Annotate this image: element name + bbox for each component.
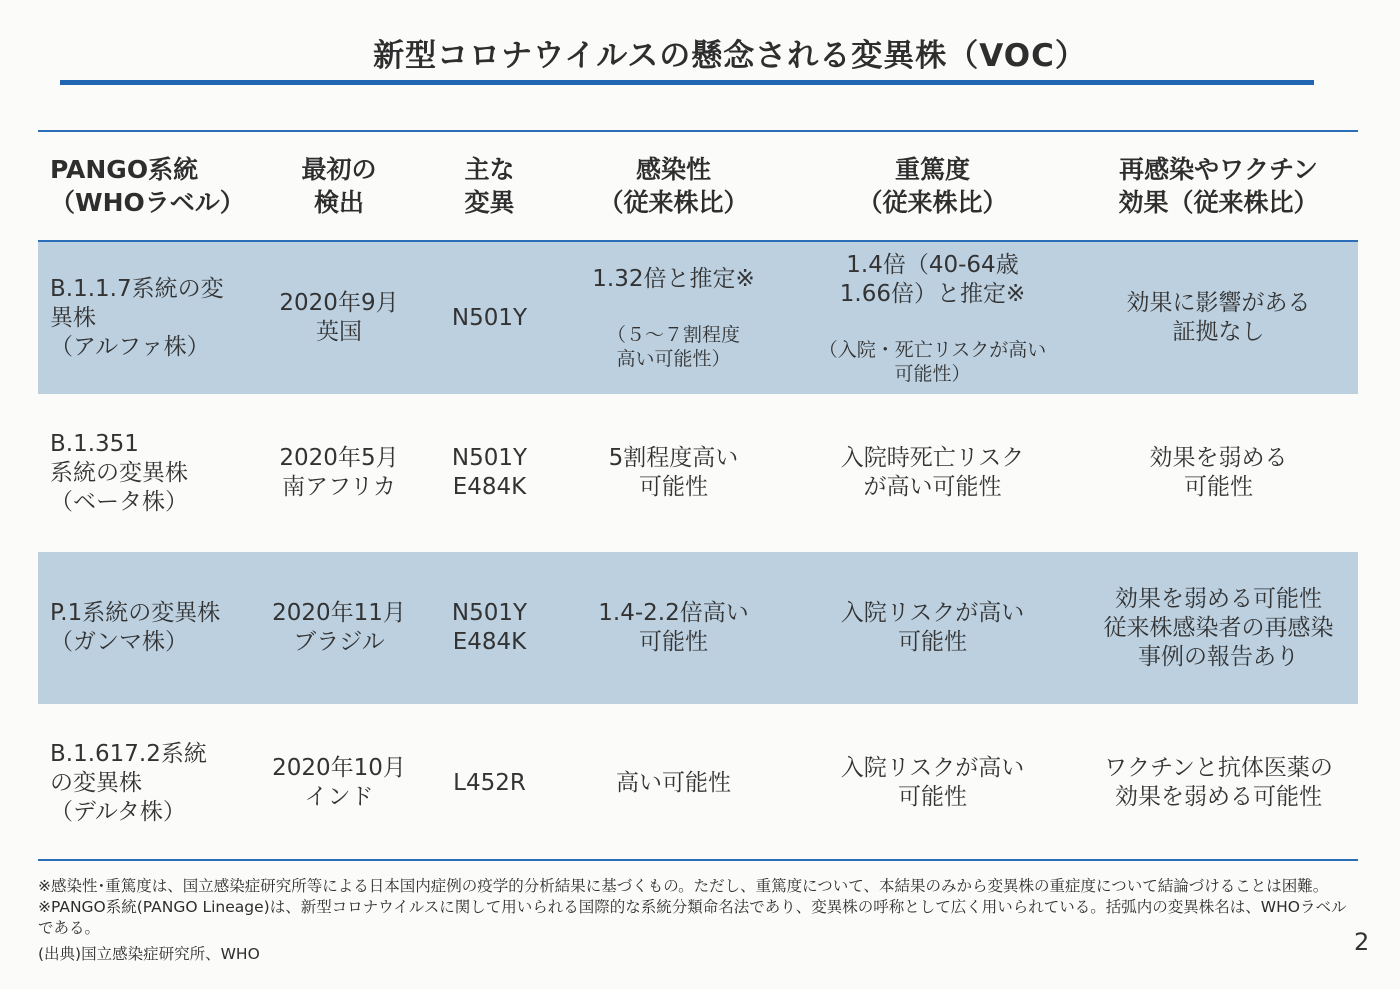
cell-severity: 入院時死亡リスク が高い可能性 [840, 445, 1025, 500]
cell-first-detection: 2020年9月 英国 [279, 290, 399, 345]
cell-infectivity: 1.4-2.2倍高い 可能性 [598, 600, 749, 655]
table-row-alpha [38, 242, 1358, 394]
title-underline [60, 80, 1314, 85]
cell-reinfection: 効果に影響がある 証拠なし [1126, 290, 1311, 345]
cell-lineage: P.1系統の変異株 （ガンマ株） [50, 600, 221, 655]
page-title: 新型コロナウイルスの懸念される変異株（VOC） [373, 38, 1087, 74]
infectivity-main: 1.32倍と推定※ [592, 266, 755, 292]
cell-infectivity: 5割程度高い 可能性 [608, 445, 739, 500]
cell-first-detection: 2020年5月 南アフリカ [279, 445, 399, 500]
table-header-row [38, 132, 1358, 240]
cell-first-detection: 2020年11月 ブラジル [272, 600, 406, 655]
cell-reinfection: 効果を弱める可能性 従来株感染者の再感染 事例の報告あり [1103, 585, 1334, 670]
voc-table [38, 130, 1358, 861]
header-first-detection: 最初の 検出 [301, 155, 377, 217]
table-row-gamma [38, 552, 1358, 704]
severity-main: 1.4倍（40-64歳 1.66倍）と推定※ [839, 251, 1026, 307]
header-lineage: PANGO系統 （WHOラベル） [50, 155, 245, 217]
header-mutations: 主な 変異 [464, 155, 515, 217]
cell-lineage: B.1.1.7系統の変 異株 （アルファ株） [50, 275, 224, 360]
cell-reinfection: 効果を弱める 可能性 [1149, 445, 1288, 500]
severity-note: （入院・死亡リスクが高い 可能性） [818, 338, 1047, 385]
cell-mutations: L452R [453, 769, 526, 796]
source-citation: (出典)国立感染症研究所、WHO [38, 945, 260, 963]
cell-infectivity: 高い可能性 [616, 769, 731, 796]
cell-severity: 入院リスクが高い 可能性 [840, 755, 1025, 810]
table-bottom-rule [38, 859, 1358, 861]
cell-lineage: B.1.617.2系統 の変異株 （デルタ株） [50, 740, 207, 825]
footnote-severity: ※感染性･重篤度は、国立感染症研究所等による日本国内症例の疫学的分析結果に基づくもの。ただし、重篤度について、本結果のみから変異株の重症度について結論づけることは困難。 [38, 877, 1329, 895]
table-row-beta [38, 397, 1358, 549]
cell-severity: 入院リスクが高い 可能性 [840, 600, 1025, 655]
cell-mutations: N501Y [451, 304, 528, 331]
footnotes [38, 876, 1358, 939]
cell-first-detection: 2020年10月 インド [272, 755, 406, 810]
cell-severity [786, 222, 1079, 415]
header-severity: 重篤度 （従来株比） [857, 155, 1008, 217]
cell-mutations: N501Y E484K [451, 600, 528, 655]
page-number: 2 [1354, 928, 1370, 956]
header-reinfection: 再感染やワクチン 効果（従来株比） [1118, 155, 1319, 217]
cell-infectivity [561, 236, 786, 400]
header-infectivity: 感染性 （従来株比） [598, 155, 749, 217]
cell-lineage: B.1.351 系統の変異株 （ベータ株） [50, 430, 188, 515]
footnote-pango: ※PANGO系統(PANGO Lineage)は、新型コロナウイルスに関して用いられる国際的な系統分類命名法であり、変異株の呼称として広く用いられている。括弧内の変異株名は、WHOラベルである。 [38, 898, 1347, 937]
table-row-delta [38, 707, 1358, 859]
cell-reinfection: ワクチンと抗体医薬の 効果を弱める可能性 [1104, 755, 1333, 810]
infectivity-note: （５～７割程度 高い可能性） [606, 324, 740, 370]
cell-mutations: N501Y E484K [451, 445, 528, 500]
